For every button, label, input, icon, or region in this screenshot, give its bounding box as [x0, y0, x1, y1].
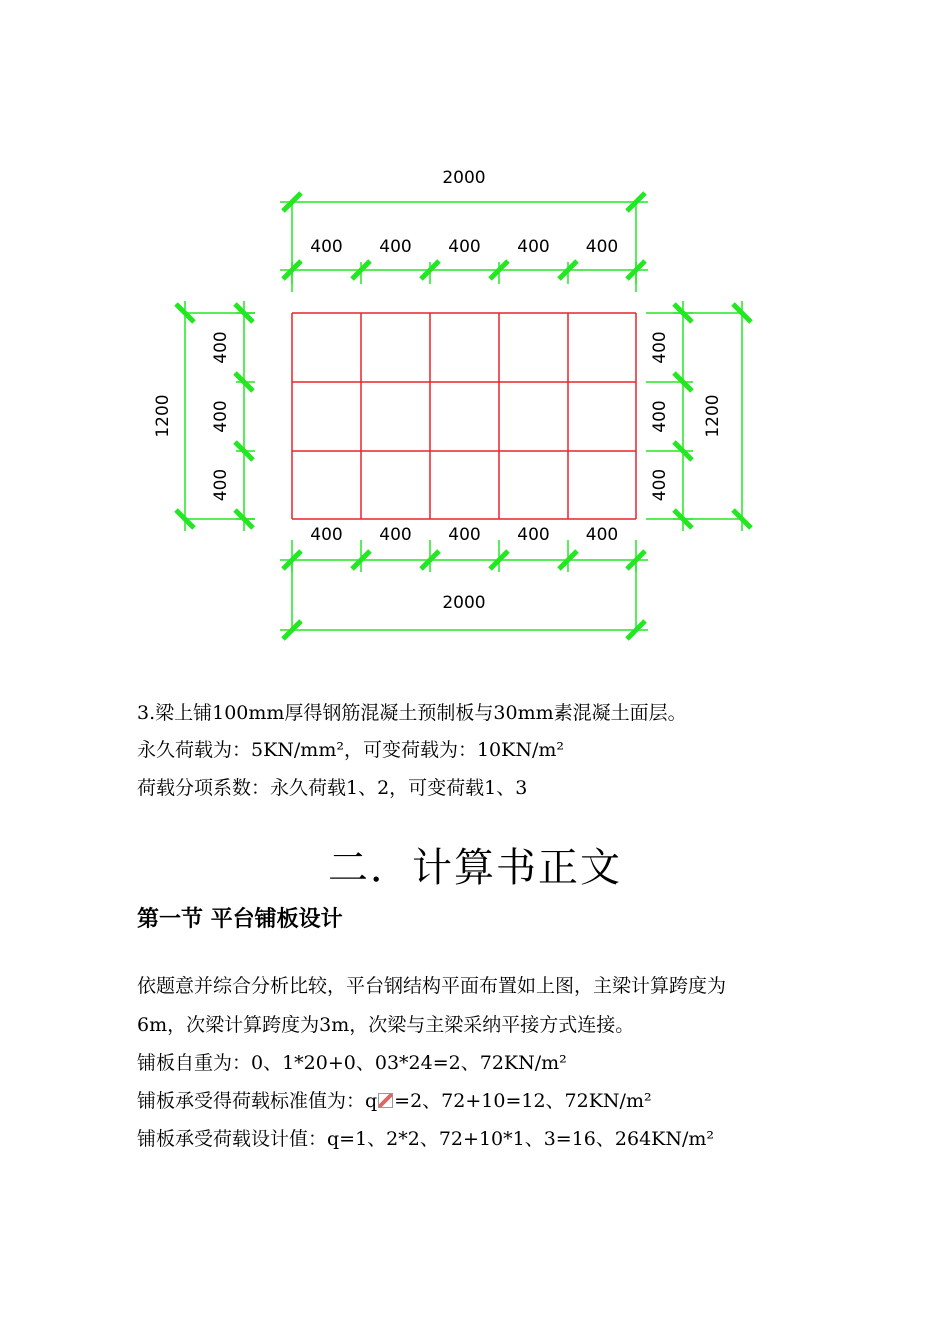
paragraph-load-factors: 荷载分项系数：永久荷载1、2，可变荷载1、3 — [137, 777, 528, 799]
dim-label-bottom-cell: 400 — [310, 525, 343, 545]
dim-label-top-cell: 400 — [585, 237, 619, 257]
dim-label-left-total: 1200 — [153, 394, 173, 438]
dimension-labels — [153, 168, 723, 613]
dim-label-bottom-total: 2000 — [442, 593, 486, 613]
dim-label-bottom-cell: 400 — [448, 525, 481, 545]
paragraph-standard-load — [137, 1089, 652, 1113]
dim-label-right-cell: 400 — [650, 331, 670, 364]
paragraph-self-weight: 铺板自重为：0、1*20+0、03*24=2、72KN/m² — [137, 1052, 567, 1074]
dim-label-top-cell: 400 — [517, 237, 550, 257]
dim-label-top-cell: 400 — [448, 237, 481, 257]
paragraph-slab-material: 3.梁上铺100mm厚得钢筋混凝土预制板与30mm素混凝土面层。 — [137, 702, 687, 724]
standard-load-prefix: 铺板承受得荷载标准值为：q — [137, 1090, 378, 1112]
paragraph-loads: 永久荷载为：5KN/mm²，可变荷载为：10KN/m² — [137, 739, 564, 761]
dim-label-left-cell: 400 — [211, 468, 231, 502]
slab-grid — [292, 313, 636, 519]
paragraph-layout-line1: 依题意并综合分析比较，平台钢结构平面布置如上图，主梁计算跨度为 — [137, 975, 727, 997]
standard-load-suffix: =2、72+10=12、72KN/m² — [394, 1090, 652, 1112]
dim-label-right-cell: 400 — [650, 468, 670, 502]
broken-image-icon — [378, 1093, 393, 1108]
dim-label-bottom-cell: 400 — [517, 525, 550, 545]
chapter-title: 二．计算书正文 — [328, 845, 622, 891]
dim-label-top-total: 2000 — [442, 168, 486, 188]
dim-label-bottom-cell: 400 — [585, 525, 619, 545]
floor-plan-drawing — [0, 150, 950, 650]
dim-label-top-cell: 400 — [310, 237, 343, 257]
dim-label-left-cell: 400 — [211, 331, 231, 364]
dim-label-left-cell: 400 — [211, 400, 231, 433]
paragraph-layout-line2: 6m，次梁计算跨度为3m，次梁与主梁采纳平接方式连接。 — [137, 1014, 635, 1036]
section-title: 第一节 平台铺板设计 — [137, 907, 343, 932]
dim-label-top-cell: 400 — [379, 237, 412, 257]
dim-label-right-total: 1200 — [703, 394, 723, 438]
dim-label-right-cell: 400 — [650, 400, 670, 433]
paragraph-design-load: 铺板承受荷载设计值：q=1、2*2、72+10*1、3=16、264KN/m² — [137, 1128, 715, 1150]
dim-label-bottom-cell: 400 — [379, 525, 412, 545]
